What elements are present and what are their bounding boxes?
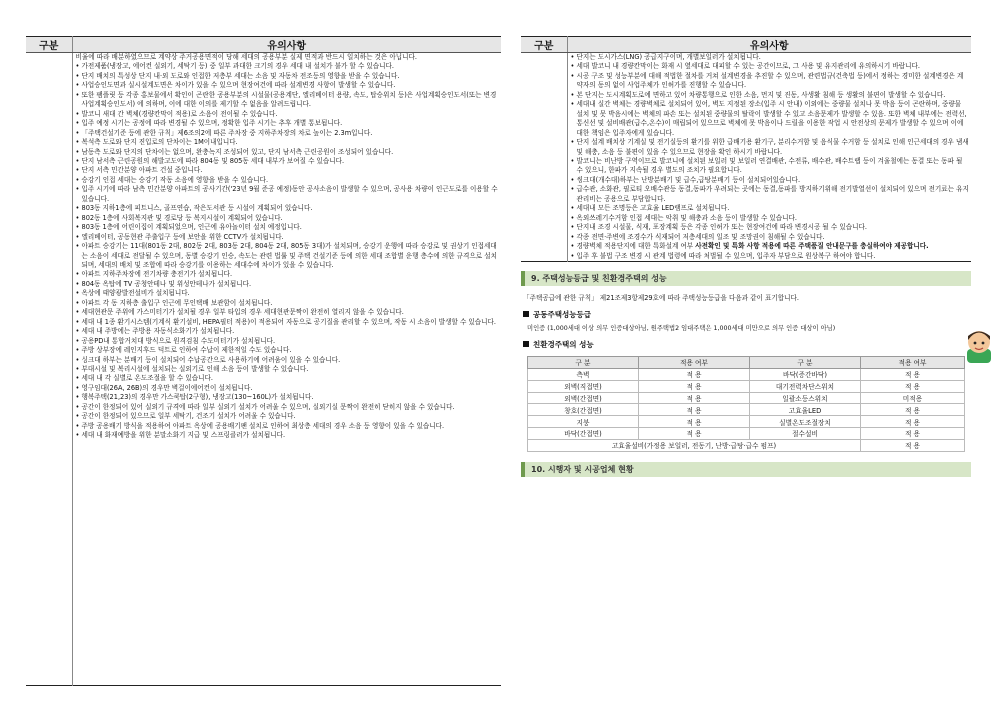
notice-item: • 각종 전면·주변에 조경수가 식재되어 저층세대의 일조 및 조망권이 침해될 수 있습니다. (571, 233, 970, 242)
notice-item: • 세대 내 1종 환기시스템(기계식 환기설비, HEPA필터 적용)이 적용되어 자동으로 공기질을 관리할 수 있으며, 작동 시 소음이 발생할 수 있습니다. (76, 318, 500, 327)
table-cell: 적 용 (861, 404, 965, 416)
table-cell: 적 용 (639, 427, 750, 439)
notice-item: • 본 단지는 도시계획도로에 면하고 있어 차량통행으로 인한 소음, 먼지 및 진동, 사생활 침해 등 생활의 불편이 발생할 수 있습니다. (571, 91, 970, 100)
table-cell: 실별온도조절장치 (750, 416, 861, 428)
notice-item: • 세대 발코니 내 경량칸막이는 화재 시 옆세대로 대피할 수 있는 공간이므로, 그 사용 및 유지관리에 유의하시기 바랍니다. (571, 62, 970, 71)
table-cell: 지붕 (528, 416, 639, 428)
performance-grade-note: 미인증 (1,000세대 이상 의무 인증대상아님, 원주택법2 임대주택은 1,000세대 미만으로 의무 인증 대상이 아님) (527, 324, 836, 332)
left-column (26, 36, 501, 686)
section-9-title: 9. 주택성능등급 및 친환경주택의 성능 (521, 271, 971, 286)
notice-item: • 주방 상부장에 레인지후드 덕트로 인하여 수납이 제한적일 수도 있습니다. (76, 346, 500, 355)
table-cell: 적 용 (639, 404, 750, 416)
table-cell: 외벽(직접면) (528, 380, 639, 392)
notice-item: • 남동측 도로와 단지의 단차이는 없으며, 완충녹지 조성되어 있고, 단지 남서측 근린공원이 조성되어 있습니다. (76, 148, 500, 157)
left-header-notes: 유의사항 (72, 37, 501, 53)
notice-item: • 세대 내 주방에는 주방용 자동식소화기가 설치됩니다. (76, 327, 500, 336)
notice-item: • 803동 지하1층에 피트니스, 골프연습, 작은도서관 등 시설이 계획되어 있습니다. (76, 204, 500, 213)
perf-table-body (528, 368, 965, 451)
notice-item: • 또한 팸플릿 등 각종 홍보물에서 확인이 곤란한 공용부분의 시설물(공용계단, 엘리베이터 용량, 속도, 탑승위치 등)은 사업계획승인도서(또는 변경사업계획승인도서) 에 의하며, 이에 대한 이의를 제기할 수 없음을 알려드립니다. (76, 91, 500, 110)
square-bullet-icon (523, 341, 529, 347)
perf-header-status-2: 적용 여부 (861, 356, 965, 368)
notice-item: • 씽크대(개수대)하부는 난방분배기 및 급수,급탕분배기 등이 설치되어있습니다. (571, 176, 970, 185)
notice-item: • 승강기 인접 세대는 승강기 작동 소음에 영향을 받을 수 있습니다. (76, 176, 500, 185)
left-notes-list (73, 53, 502, 441)
left-header-category: 구분 (26, 37, 72, 53)
notice-item: • 공간이 한정되어 있어 실외기 규격에 따라 일부 실외기 설치가 어려울 수 있으며, 실외기실 문짝이 완전히 닫히지 않을 수 있습니다. (76, 403, 500, 412)
left-notice-table (26, 36, 501, 686)
table-cell: 적 용 (639, 416, 750, 428)
table-row (528, 439, 965, 451)
notice-item: • 입주 후 불법 구조 변경 시 관계 법령에 따라 처벌될 수 있으며, 입주자 부담으로 원상복구 하여야 합니다. (571, 252, 970, 261)
table-cell: 적 용 (639, 368, 750, 380)
notice-item: • 주방 공용배기 방식을 적용하여 아파트 옥상에 공용배기팬 설치로 인하여 최상층 세대의 경우 소음 등 영향이 있을 수 있습니다. (76, 422, 500, 431)
table-cell: 측벽 (528, 368, 639, 380)
table-cell: 절수설비 (750, 427, 861, 439)
notice-item: • 아파트 승강기는 11대(801동 2대, 802동 2대, 803동 2대, 804동 2대, 805동 3대)가 설치되며, 승강기 운행에 따라 승강로 및 권상기 인접세대는 소음이 세대로 전달될 수 있으며, 동별 승강기 인승, 속도는 관련 법률 및 주택 건설기준 등에 의한 세대 조합별 운행 층수에 의한 규격으로 설치되며, 세대의 배치 및 조합에 따라 승강기를 이용하는 세대수에 차이가 있을 수 있습니다. (76, 242, 500, 270)
table-row (528, 368, 965, 380)
table-cell: 외벽(간접면) (528, 392, 639, 404)
notice-item: • 옥외쓰레기수거함 인접 세대는 악취 및 해충과 소음 등이 발생할 수 있습니다. (571, 214, 970, 223)
notice-item: • 발코니는 비난방 구역이므로 발코니에 설치된 보일러 및 보일러 연결배관, 수전류, 배수관, 배수트랩 등이 겨울철에는 동결 또는 동파 될 수 있으니, 한파가 지속될 경우 별도의 조치가 필요합니다. (571, 157, 970, 176)
table-cell: 적 용 (861, 380, 965, 392)
perf-header-category-1: 구 분 (528, 356, 639, 368)
table-cell: 적 용 (639, 380, 750, 392)
notice-item: • 세대현관문 주위에 가스미터기가 설치될 경우 일부 타입의 경우 세대현관문짝이 완전히 열리지 않을 수 있습니다. (76, 308, 500, 317)
notice-item: • 아파트 지하주차장에 전기차량 충전기가 설치됩니다. (76, 270, 500, 279)
notice-item: • 행복주택(21,23)의 경우만 가스쿡탑(2구형), 냉장고(130~160L)가 설치됩니다. (76, 393, 500, 402)
notice-item: • 단지는 도시가스(LNG) 공급지구이며, 개별보일러가 설치됩니다. (571, 53, 970, 62)
notice-item: 비율에 따라 배분하였으므로 계약상 주거공용면적이 당해 세대의 공용부분 실제 면적과 반드시 일치하는 것은 아닙니다. (75, 53, 417, 61)
table-row (528, 427, 965, 439)
notice-item: • 세대 내 화재예방을 위한 분말소화기 지급 및 스프링클러가 설치됩니다. (76, 431, 500, 440)
notice-item: • 단지 서측 민간분양 아파트 건설 중입니다. (76, 166, 500, 175)
section-9-intro: 「주택공급에 관한 규칙」 제21조제3항제29호에 따라 주택성능등급을 다음과 같이 표기합니다. (523, 293, 799, 302)
table-cell: 일괄소등스위치 (750, 392, 861, 404)
table-cell: 적 용 (639, 392, 750, 404)
table-cell: 고효율설비(가정용 보일러, 전동기, 난방·급탕·급수 펌프) (528, 439, 861, 451)
table-cell: 대기전력차단스위치 (750, 380, 861, 392)
section-10-title: 10. 시행자 및 시공업체 현황 (521, 462, 971, 477)
notice-item: • 입주 시기에 따라 남측 민간분양 아파트의 공사기간('23년 9월 준공 예정)동안 공사소음이 발생할 수 있으며, 공사용 차량이 인근도로를 이용할 수 있습니다. (76, 185, 500, 204)
right-notes-list (568, 53, 972, 261)
table-cell: 적 용 (861, 368, 965, 380)
notice-item: • 발코니 새대 간 벽체(경량칸막이 적용)로 소음이 전이될 수 있습니다. (76, 110, 500, 119)
right-column (521, 36, 971, 477)
notice-item: • 804동 옥탑에 TV 공청안테나 및 위성안테나가 설치됩니다. (76, 280, 500, 289)
right-header-category: 구분 (521, 37, 567, 53)
notice-item: • 단지내 조경 시설물, 식재, 포장계획 등은 각종 인허가 또는 현장여건에 따라 변경시공 될 수 있습니다. (571, 223, 970, 232)
performance-grade-heading: 공동주택성능등급 (523, 309, 971, 320)
notice-item: • 「주택건설기준 등에 관한 규칙」제6조의2에 따른 주차장 중 지하주차장의 차로 높이는 2.3m입니다. (76, 129, 500, 138)
table-cell: 적 용 (861, 427, 965, 439)
perf-header-category-2: 구 분 (750, 356, 861, 368)
notice-item: • 시공 구조 및 성능부분에 대해 적법한 절차를 거쳐 설계변경을 추진할 수 있으며, 관련법규(건축법 등)에서 정하는 경미한 설계변경은 계약자의 동의 없이 사업주체가 인허가를 진행할 수 있습니다. (571, 72, 970, 91)
notice-item: • 공용PD내 통합거치대 방식으로 원격검침 수도미터기가 설치됩니다. (76, 337, 500, 346)
table-cell: 적 용 (861, 439, 965, 451)
table-cell: 미적용 (861, 392, 965, 404)
right-header-notes: 유의사항 (567, 37, 971, 53)
notice-item: • 단지 설계 배치상 기계실 및 전기실등의 환기를 위한 급배기용 환기구, 분리수거함 및 음식물 수거함 등 설치로 인해 인근세대의 경우 냄새 및 해충, 소음 등 불편이 있을 수 있으므로 현장을 확인 하시기 바랍니다. (571, 138, 970, 157)
notice-item: • 공간이 한정되어 있으므로 일부 세탁기, 건조기 설치가 어려울 수 있습니다. (76, 412, 500, 421)
notice-item: • 옥상에 태양광발전설비가 설치됩니다. (76, 289, 500, 298)
eco-housing-heading: 친환경주택의 성능 (523, 339, 971, 350)
notice-item: • 입주 예정 시기는 공정에 따라 변경될 수 있으며, 정확한 입주 시기는 추후 개별 통보됩니다. (76, 119, 500, 128)
notice-item: • 엘리베이터, 공동현관 주출입구 등에 보안을 위한 CCTV가 설치됩니다. (76, 233, 500, 242)
right-notes-cell (567, 53, 971, 262)
notice-item: • 803동 1층에 어린이집이 계획되었으며, 인근에 유아놀이터 설치 예정입니다. (76, 223, 500, 232)
character-face-icon (965, 327, 993, 363)
table-cell: 고효율LED (750, 404, 861, 416)
eco-performance-table (527, 356, 965, 452)
table-row (528, 404, 965, 416)
notice-item: • 단지 남서측 근린공원의 해발고도에 따라 804동 및 805동 세대 내부가 보여질 수 있습니다. (76, 157, 500, 166)
table-cell: 적 용 (861, 416, 965, 428)
notice-item: • 가전제품(냉장고, 에어컨 실외기, 세탁기 등) 중 일부 과대한 크기의 경우 세대 내 설치가 불가 할 수 있습니다. (76, 62, 500, 71)
notice-item: • 영구임대(26A, 26B)의 경우만 벽걸이에어컨이 설치됩니다. (76, 384, 500, 393)
notice-item: • 단지 배치의 특성상 단지 내·외 도로와 인접한 저층부 세대는 소음 및 자동차 전조등의 영향을 받을 수 있습니다. (76, 72, 500, 81)
table-row (528, 416, 965, 428)
notice-item: • 복석측 도로와 단지 진입로의 단차이는 1M이내입니다. (76, 138, 500, 147)
perf-header-status-1: 적용 여부 (639, 356, 750, 368)
right-notice-table (521, 36, 971, 262)
notice-item: • 아파트 각 동 지하층 출입구 인근에 무인택배 보관함이 설치됩니다. (76, 299, 500, 308)
table-cell: 바닥(증간바닥) (750, 368, 861, 380)
notice-item: • 급수관, 소화관, 필로티 오배수관등 동결,동파가 우려되는 곳에는 동결,동파를 방지하기위해 전기발열선이 설치되어 있으며 전기료는 유지관리비는 공용으로 부담합니다. (571, 185, 970, 204)
notice-item: • 세대내 모든 조명등은 고효율 LED램프로 설치됩니다. (571, 204, 970, 213)
notice-item: • 세대내 실간 벽체는 경량벽체로 설치되어 있어, 벽도 지정된 장소(입주 시 안내) 이외에는 중량물 설치나 못 박음 등이 곤란하며, 중량물 설치 및 못 박음시에는 벽체의 파손 또는 설치된 중량물의 탈락이 발생할 수 있고 소음문제가 발생할 수 있음. 또한 벽체 내부에는 전력선, 통신선 및 설비배관(급수,온수)이 매립되어 있으므로 벽체에 못 박음이나 드릴을 이용한 작업 시 안전상의 문제가 발생할 수 있으며 이에 대한 책임은 입주자에게 있습니다. (571, 100, 970, 138)
notice-item: • 세대 내 각 실별로 온도조절을 할 수 있습니다. (76, 374, 500, 383)
notice-item: • 부대시설 및 복리시설에 설치되는 실외기로 인해 소음 등이 발생할 수 있습니다. (76, 365, 500, 374)
square-bullet-icon (523, 311, 529, 317)
table-cell: 바닥(간접면) (528, 427, 639, 439)
notice-item: • 사업승인도면과 실시설계도면은 차이가 있을 수 있으며 현장여건에 따라 설계변경 사항이 발생할 수 있습니다. (76, 81, 500, 90)
left-notes-cell (72, 53, 501, 686)
right-category-cell (521, 53, 567, 262)
left-category-cell (26, 53, 72, 686)
notice-item: • 경량벽체 적용단지에 대한 특화설계 여부 사전확인 및 특화 사항 적용에 따른 주택품질 안내문구를 충실하여야 제공합니다. (571, 242, 970, 251)
notice-item: • 싱크대 하부는 분배기 등이 설치되어 수납공간으로 사용하기에 어려움이 있을 수 있습니다. (76, 356, 500, 365)
table-cell: 창호(간접면) (528, 404, 639, 416)
notice-item: • 802동 1층에 사회복지관 및 경로당 등 복지시설이 계획되어 있습니다. (76, 214, 500, 223)
table-row (528, 392, 965, 404)
table-row (528, 380, 965, 392)
